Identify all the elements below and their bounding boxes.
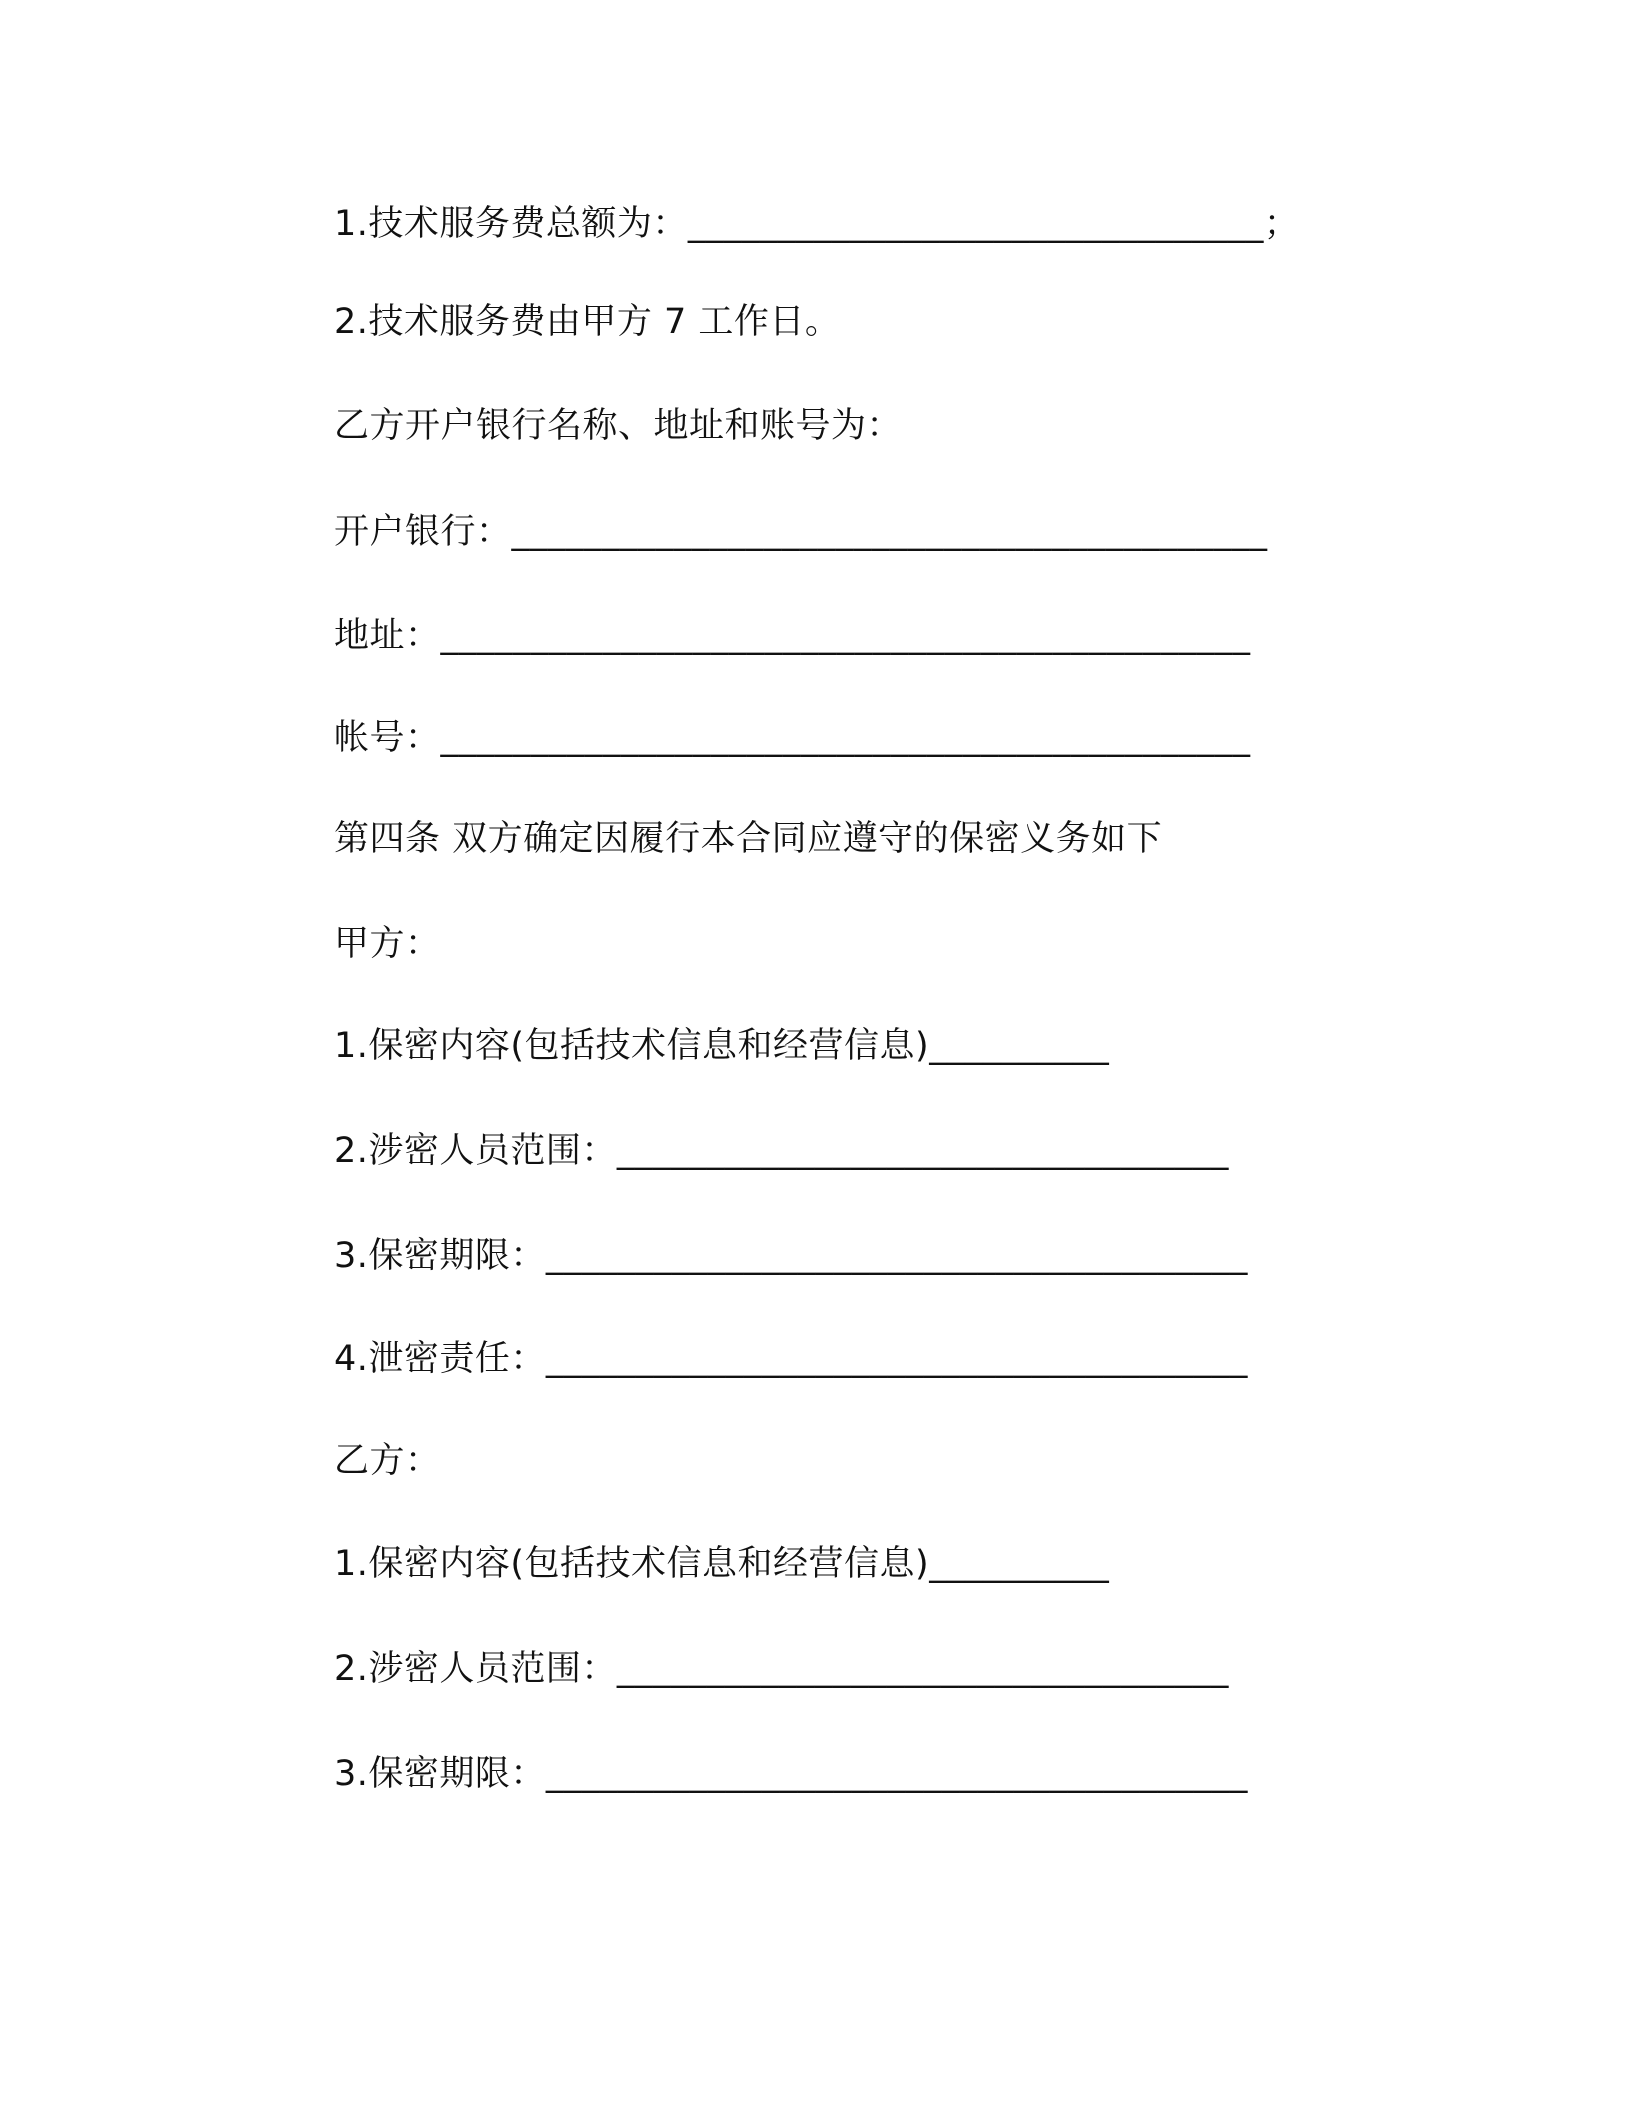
party-a-secret-period: 3.保密期限：_______________________________________ (334, 1236, 1248, 1276)
fee-payment-line: 2.技术服务费由甲方 7 工作日。 (334, 302, 841, 342)
party-a-leak-liability: 4.泄密责任：_______________________________________ (334, 1339, 1248, 1379)
fee-total-line: 1.技术服务费总额为：________________________________； (334, 204, 1300, 244)
party-b-personnel-scope: 2.涉密人员范围：__________________________________ (334, 1649, 1229, 1689)
bank-name-line: 开户银行：__________________________________________ (334, 512, 1268, 552)
bank-account-line: 帐号：_____________________________________________ (334, 718, 1251, 758)
bank-info-heading: 乙方开户银行名称、地址和账号为： (334, 406, 903, 446)
party-b-label: 乙方： (334, 1441, 441, 1481)
party-b-secret-period: 3.保密期限：_______________________________________ (334, 1754, 1248, 1794)
article-four-heading: 第四条 双方确定因履行本合同应遵守的保密义务如下 (334, 819, 1163, 859)
party-a-personnel-scope: 2.涉密人员范围：__________________________________ (334, 1131, 1229, 1171)
bank-address-line: 地址：_____________________________________________ (334, 616, 1251, 656)
party-a-label: 甲方： (334, 924, 441, 964)
party-a-secret-content: 1.保密内容(包括技术信息和经营信息)__________ (334, 1026, 1110, 1066)
party-b-secret-content: 1.保密内容(包括技术信息和经营信息)__________ (334, 1544, 1110, 1584)
